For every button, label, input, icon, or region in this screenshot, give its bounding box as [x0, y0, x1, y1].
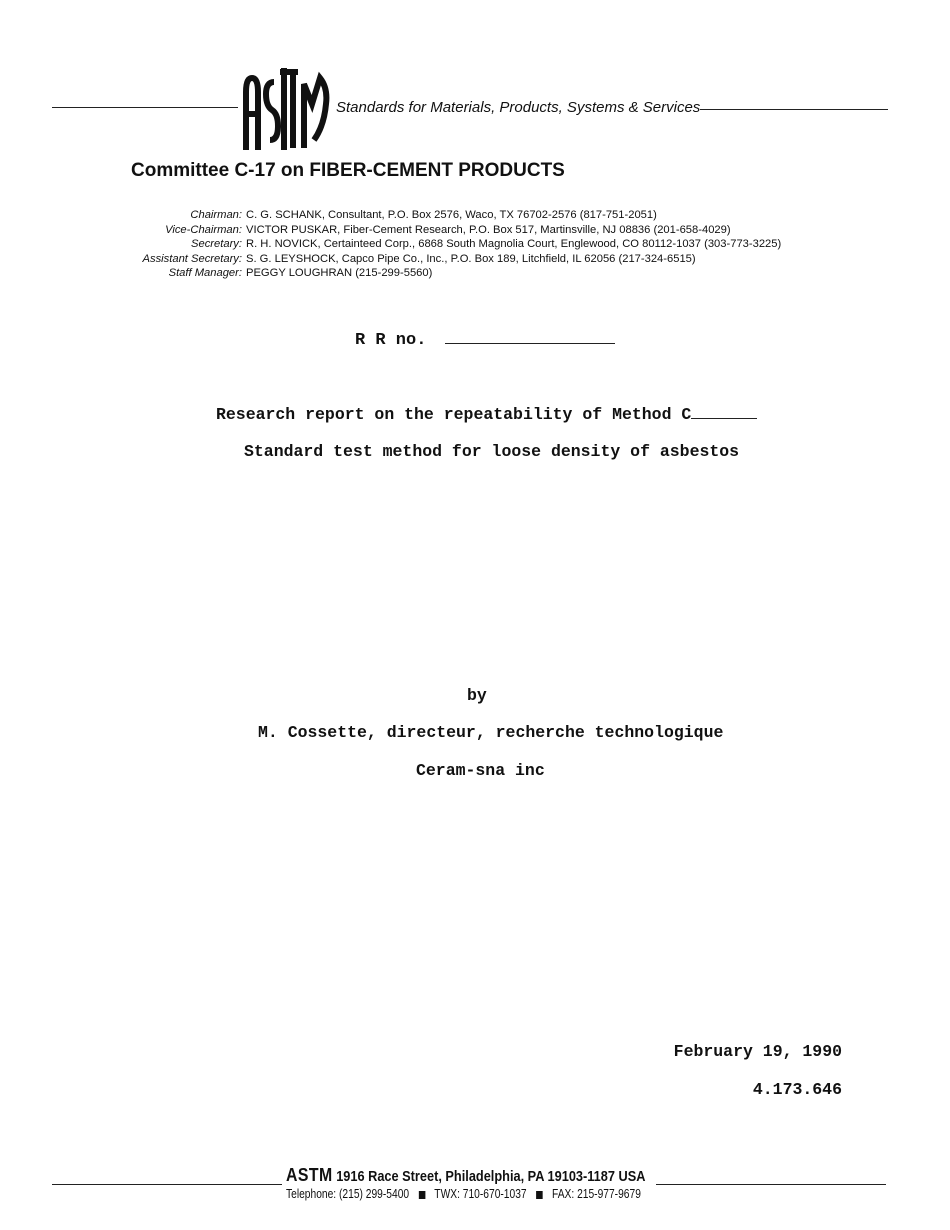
bullet-square-icon — [419, 1191, 426, 1199]
officer-role: Vice-Chairman: — [165, 223, 242, 236]
officer-row-vice-chairman — [120, 223, 781, 238]
footer-brand: ASTM — [286, 1165, 333, 1185]
bullet-square-icon — [536, 1191, 543, 1199]
author-line: M. Cossette, directeur, recherche technologique — [258, 723, 724, 742]
rr-number-line — [355, 331, 615, 350]
officer-role: Chairman: — [190, 209, 242, 221]
officer-details: C. G. SCHANK, Consultant, P.O. Box 2576, Waco, TX 76702-2576 (817-751-2051) — [246, 209, 657, 221]
organization-line: Ceram-sna inc — [416, 761, 545, 780]
report-title-line1 — [216, 405, 757, 424]
header-rule-right — [700, 109, 888, 110]
officer-row-assistant-secretary — [120, 252, 781, 267]
footer-address-line — [286, 1165, 645, 1186]
officer-role: Staff Manager: — [168, 267, 242, 280]
footer-fax: FAX: 215-977-9679 — [552, 1187, 641, 1201]
officer-details: R. H. NOVICK, Certainteed Corp., 6868 South Magnolia Court, Englewood, CO 80112-1037 (303-773-3225) — [246, 238, 782, 251]
footer-address: 1916 Race Street, Philadelphia, PA 19103-1187 USA — [336, 1169, 646, 1185]
report-reference: 4.173.646 — [752, 1080, 842, 1099]
rr-number-blank — [445, 343, 615, 344]
tagline: Standards for Materials, Products, Systems & Services — [336, 99, 701, 116]
footer-telephone: Telephone: (215) 299-5400 — [286, 1187, 410, 1201]
officer-details: VICTOR PUSKAR, Fiber-Cement Research, P.O. Box 517, Martinsville, NJ 08836 (201-658-4029) — [246, 223, 731, 236]
report-title-text: Research report on the repeatability of Method C — [216, 405, 692, 424]
officer-details: S. G. LEYSHOCK, Capco Pipe Co., Inc., P.O. Box 189, Litchfield, IL 62056 (217-324-6515) — [246, 252, 696, 265]
footer-rule-left — [52, 1184, 282, 1185]
report-title-line2: Standard test method for loose density of asbestos — [244, 442, 740, 461]
officer-role: Assistant Secretary: — [142, 252, 242, 265]
officers-list — [120, 208, 781, 281]
footer-rule-right — [656, 1184, 886, 1185]
astm-logo — [240, 64, 330, 152]
officer-row-chairman — [120, 208, 781, 223]
committee-title: Committee C-17 on FIBER-CEMENT PRODUCTS — [131, 160, 565, 181]
header-rule-left — [52, 107, 238, 108]
officer-row-staff-manager — [120, 266, 781, 281]
by-label: by — [467, 686, 487, 705]
officer-role: Secretary: — [191, 238, 242, 251]
footer-twx: TWX: 710-670-1037 — [434, 1187, 527, 1201]
officer-details: PEGGY LOUGHRAN (215-299-5560) — [246, 267, 433, 280]
footer-contact-line — [286, 1187, 641, 1201]
officer-row-secretary — [120, 237, 781, 252]
rr-label: R R no. — [355, 331, 427, 350]
report-date: February 19, 1990 — [673, 1042, 842, 1061]
method-blank — [691, 418, 757, 419]
